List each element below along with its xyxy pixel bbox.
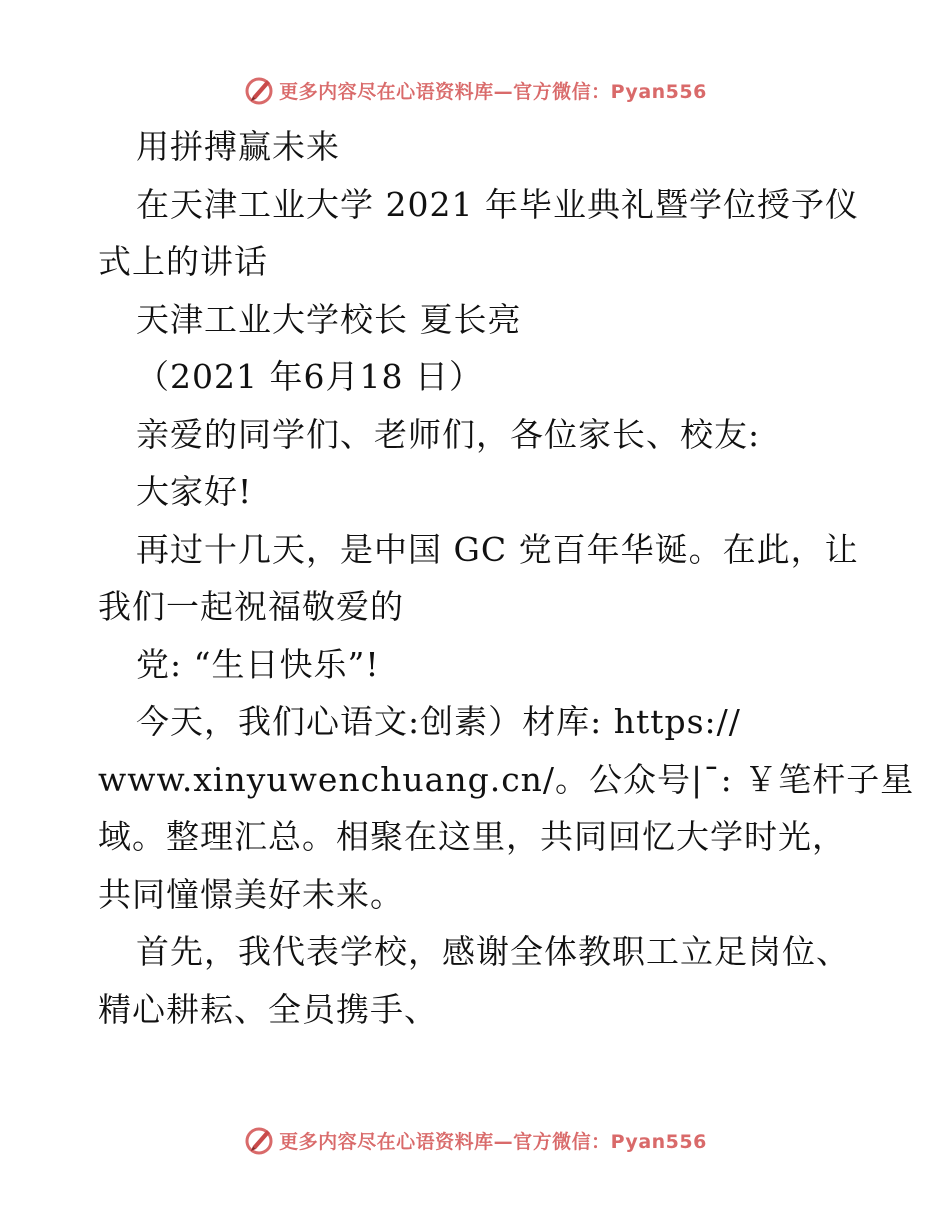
header-banner [0,70,950,110]
doc-author: 天津工业大学校长 夏长亮 [136,299,522,339]
paragraph-line: 我们一起祝福敬爱的 [98,587,404,626]
footer-banner [0,1120,950,1160]
salutation: 亲爱的同学们、老师们，各位家长、校友: [136,414,761,454]
doc-subtitle-line-1: 在天津工业大学 2021 年毕业典礼暨学位授予仪 [136,184,859,224]
paragraph-line: 再过十几天，是中国 GC 党百年华诞。在此，让 [136,529,859,569]
banner-text: 更多内容尽在心语资料库—官方微信：Pyan556 [279,80,707,103]
paragraph-line: 首先，我代表学校，感谢全体教职工立足岗位、 [136,932,850,971]
greeting: 大家好! [136,472,253,511]
doc-title: 用拼搏赢未来 [136,127,340,166]
paragraph-line: www.xinyuwenchuang.cn/。公众号|¯: ￥笔杆子星 [98,759,915,799]
paragraph-line: 域。整理汇总。相聚在这里，共同回忆大学时光， [98,817,846,856]
document-body [98,118,915,1038]
doc-date: （2021 年6月18 日） [136,357,483,396]
paragraph-line: 今天，我们心语文:创素）材库: https:// [136,702,741,741]
paragraph-line: 党: “生日快乐”! [136,644,380,684]
pen-logo-icon [243,74,275,106]
doc-subtitle-line-2: 式上的讲话 [98,242,268,281]
paragraph-line: 共同憧憬美好未来。 [98,874,404,914]
paragraph-line: 精心耕耘、全员携手、 [98,989,438,1029]
banner-text: 更多内容尽在心语资料库—官方微信：Pyan556 [279,1130,707,1153]
pen-logo-icon [243,1124,275,1156]
